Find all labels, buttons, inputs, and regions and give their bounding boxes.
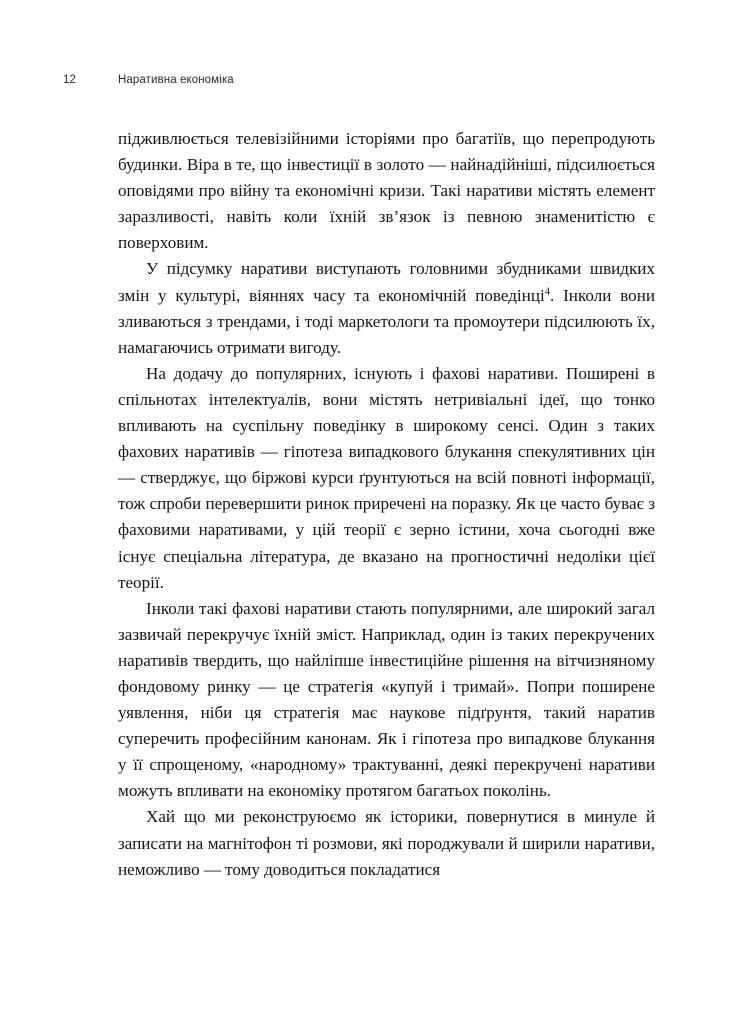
footnote-marker[interactable]: 4 <box>544 285 551 297</box>
paragraph-professional-narratives: На додачу до популярних, існують і фахові наративи. Поширені в спільнотах інтелектуалів, вони містять нетривіальні ідеї, що тонко впливають на суспільну поведінку в широкому сенсі. Один з таких фахових наративів — гіпотеза випадкового блукання спекулятивних цін — стверджує, що біржові курси ґрунтуються на всій повноті інформації, тож спроби перевершити ринок приречені на поразку. Як це часто буває з фаховими наративами, у цій теорії є зерно істини, хоча сьогодні вже існує спеціальна література, де вказано на прогностичні недоліки цієї теорії. <box>118 363 655 592</box>
book-title: Наративна економіка <box>118 74 234 86</box>
page-number: 12 <box>63 74 76 86</box>
paragraph-distorted-narratives: Інколи такі фахові наративи стають популярними, але широкий загал зазвичай перекручує їхній зміст. Наприклад, один із таких перекручених наративів твердить, що найліпше інвестиційне рішення на вітчизняному фондовому ринку — це стратегія «купуй і тримай». Попри поширене уявлення, ніби ця стратегія має наукове підґрунтя, такий наратив суперечить професійним канонам. Як і гіпотеза про випадкове блукання у її спрощеному, «народному» трактуванні, деякі перекручені наративи можуть впливати на економіку протягом багатьох поколінь. <box>118 598 655 801</box>
paragraph-text-before-footnote: У підсумку наративи виступають головними збудниками швидких змін у культурі, віяннях часу та економічній поведінці <box>118 259 655 305</box>
paragraph-text-after-footnote: . Інколи вони зливаються з трендами, і тоді маркетологи та промоутери підсилюють їх, намагаючись отримати вигоду. <box>118 285 655 357</box>
running-head <box>63 73 670 91</box>
paragraph-continuation: підживлюється телевізійними історіями про багатіїв, що перепродують будинки. Віра в те, що інвестиції в золото — найнадійніші, підсилюється оповідями про війну та економічні кризи. Такі наративи містять елемент заразливості, навіть коли їхній зв’язок із певною знаменитістю є поверховим. <box>118 129 655 253</box>
paragraph-historians: Хай що ми реконструюємо як історики, повернутися в минуле й записати на магнітофон ті розмови, які породжували й ширили наративи, неможливо — тому доводиться покладатися <box>118 807 655 879</box>
body-text-block <box>118 126 655 883</box>
paragraph-with-footnote <box>118 256 655 360</box>
